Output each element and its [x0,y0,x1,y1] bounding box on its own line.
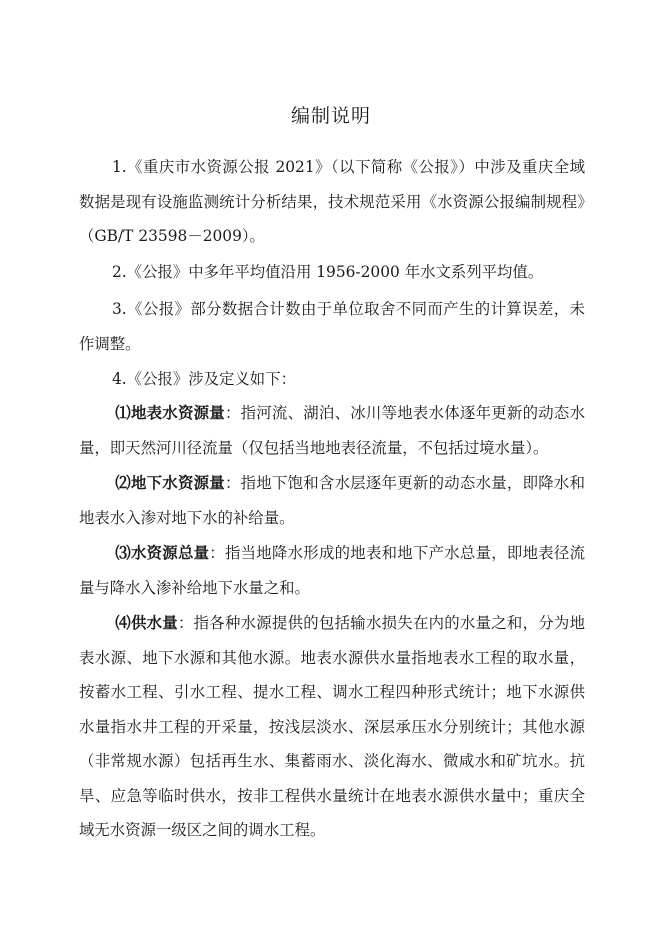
paragraph-4-text: 4.《公报》涉及定义如下： [112,370,296,388]
paragraph-2-text: 2.《公报》中多年平均值沿用 1956-2000 年水文系列平均值。 [112,263,544,281]
paragraph-2 [79,255,585,290]
paragraph-1-text: 1.《重庆市水资源公报 2021》（以下简称《公报》）中涉及重庆全域数据是现有设施监测统计分析结果，技术规范采用《水资源公报编制规程》（GB/T 23598－2009）。 [79,158,585,245]
paragraph-3 [79,292,585,361]
definition-surface-water [79,396,585,465]
paragraph-4 [79,362,585,397]
definition-term: ⑴地表水资源量 [115,404,225,422]
definition-term: ⑶水资源总量 [115,544,210,562]
definition-body: ：指地下饱和含水层逐年更新的动态水量，即降水和地表水入渗对地下水的补给量。 [79,474,585,527]
definition-groundwater [79,466,585,535]
page-title: 编制说明 [290,105,371,127]
definition-body: ：指当地降水形成的地表和地下产水总量，即地表径流量与降水入渗补给地下水量之和。 [79,544,585,597]
paragraph-1 [79,150,585,254]
definition-total-water-resources [79,536,585,605]
paragraph-3-text: 3.《公报》部分数据合计数由于单位取舍不同而产生的计算误差，未作调整。 [79,300,585,353]
definition-body: ：指各种水源提供的包括输水损失在内的水量之和，分为地表水源、地下水源和其他水源。地表水源供水量指地表水工程的取水量，按蓄水工程、引水工程、提水工程、调水工程四种形式统计；地下水源供水量指水井工程的开采量，按浅层淡水、深层承压水分别统计；其他水源（非常规水源）包括再生水、集蓄雨水、淡化海水、微咸水和矿坑水。抗旱、应急等临时供水，按非工程供水量统计在地表水源供水量中；重庆全域无水资源一级区之间的调水工程。 [79,614,585,839]
definition-term: ⑷供水量 [115,614,178,632]
definition-body: ：指河流、湖泊、冰川等地表水体逐年更新的动态水量，即天然河川径流量（仅包括当地地表径流量，不包括过境水量）。 [79,404,585,457]
definition-water-supply [79,606,585,848]
definition-term: ⑵地下水资源量 [115,474,225,492]
